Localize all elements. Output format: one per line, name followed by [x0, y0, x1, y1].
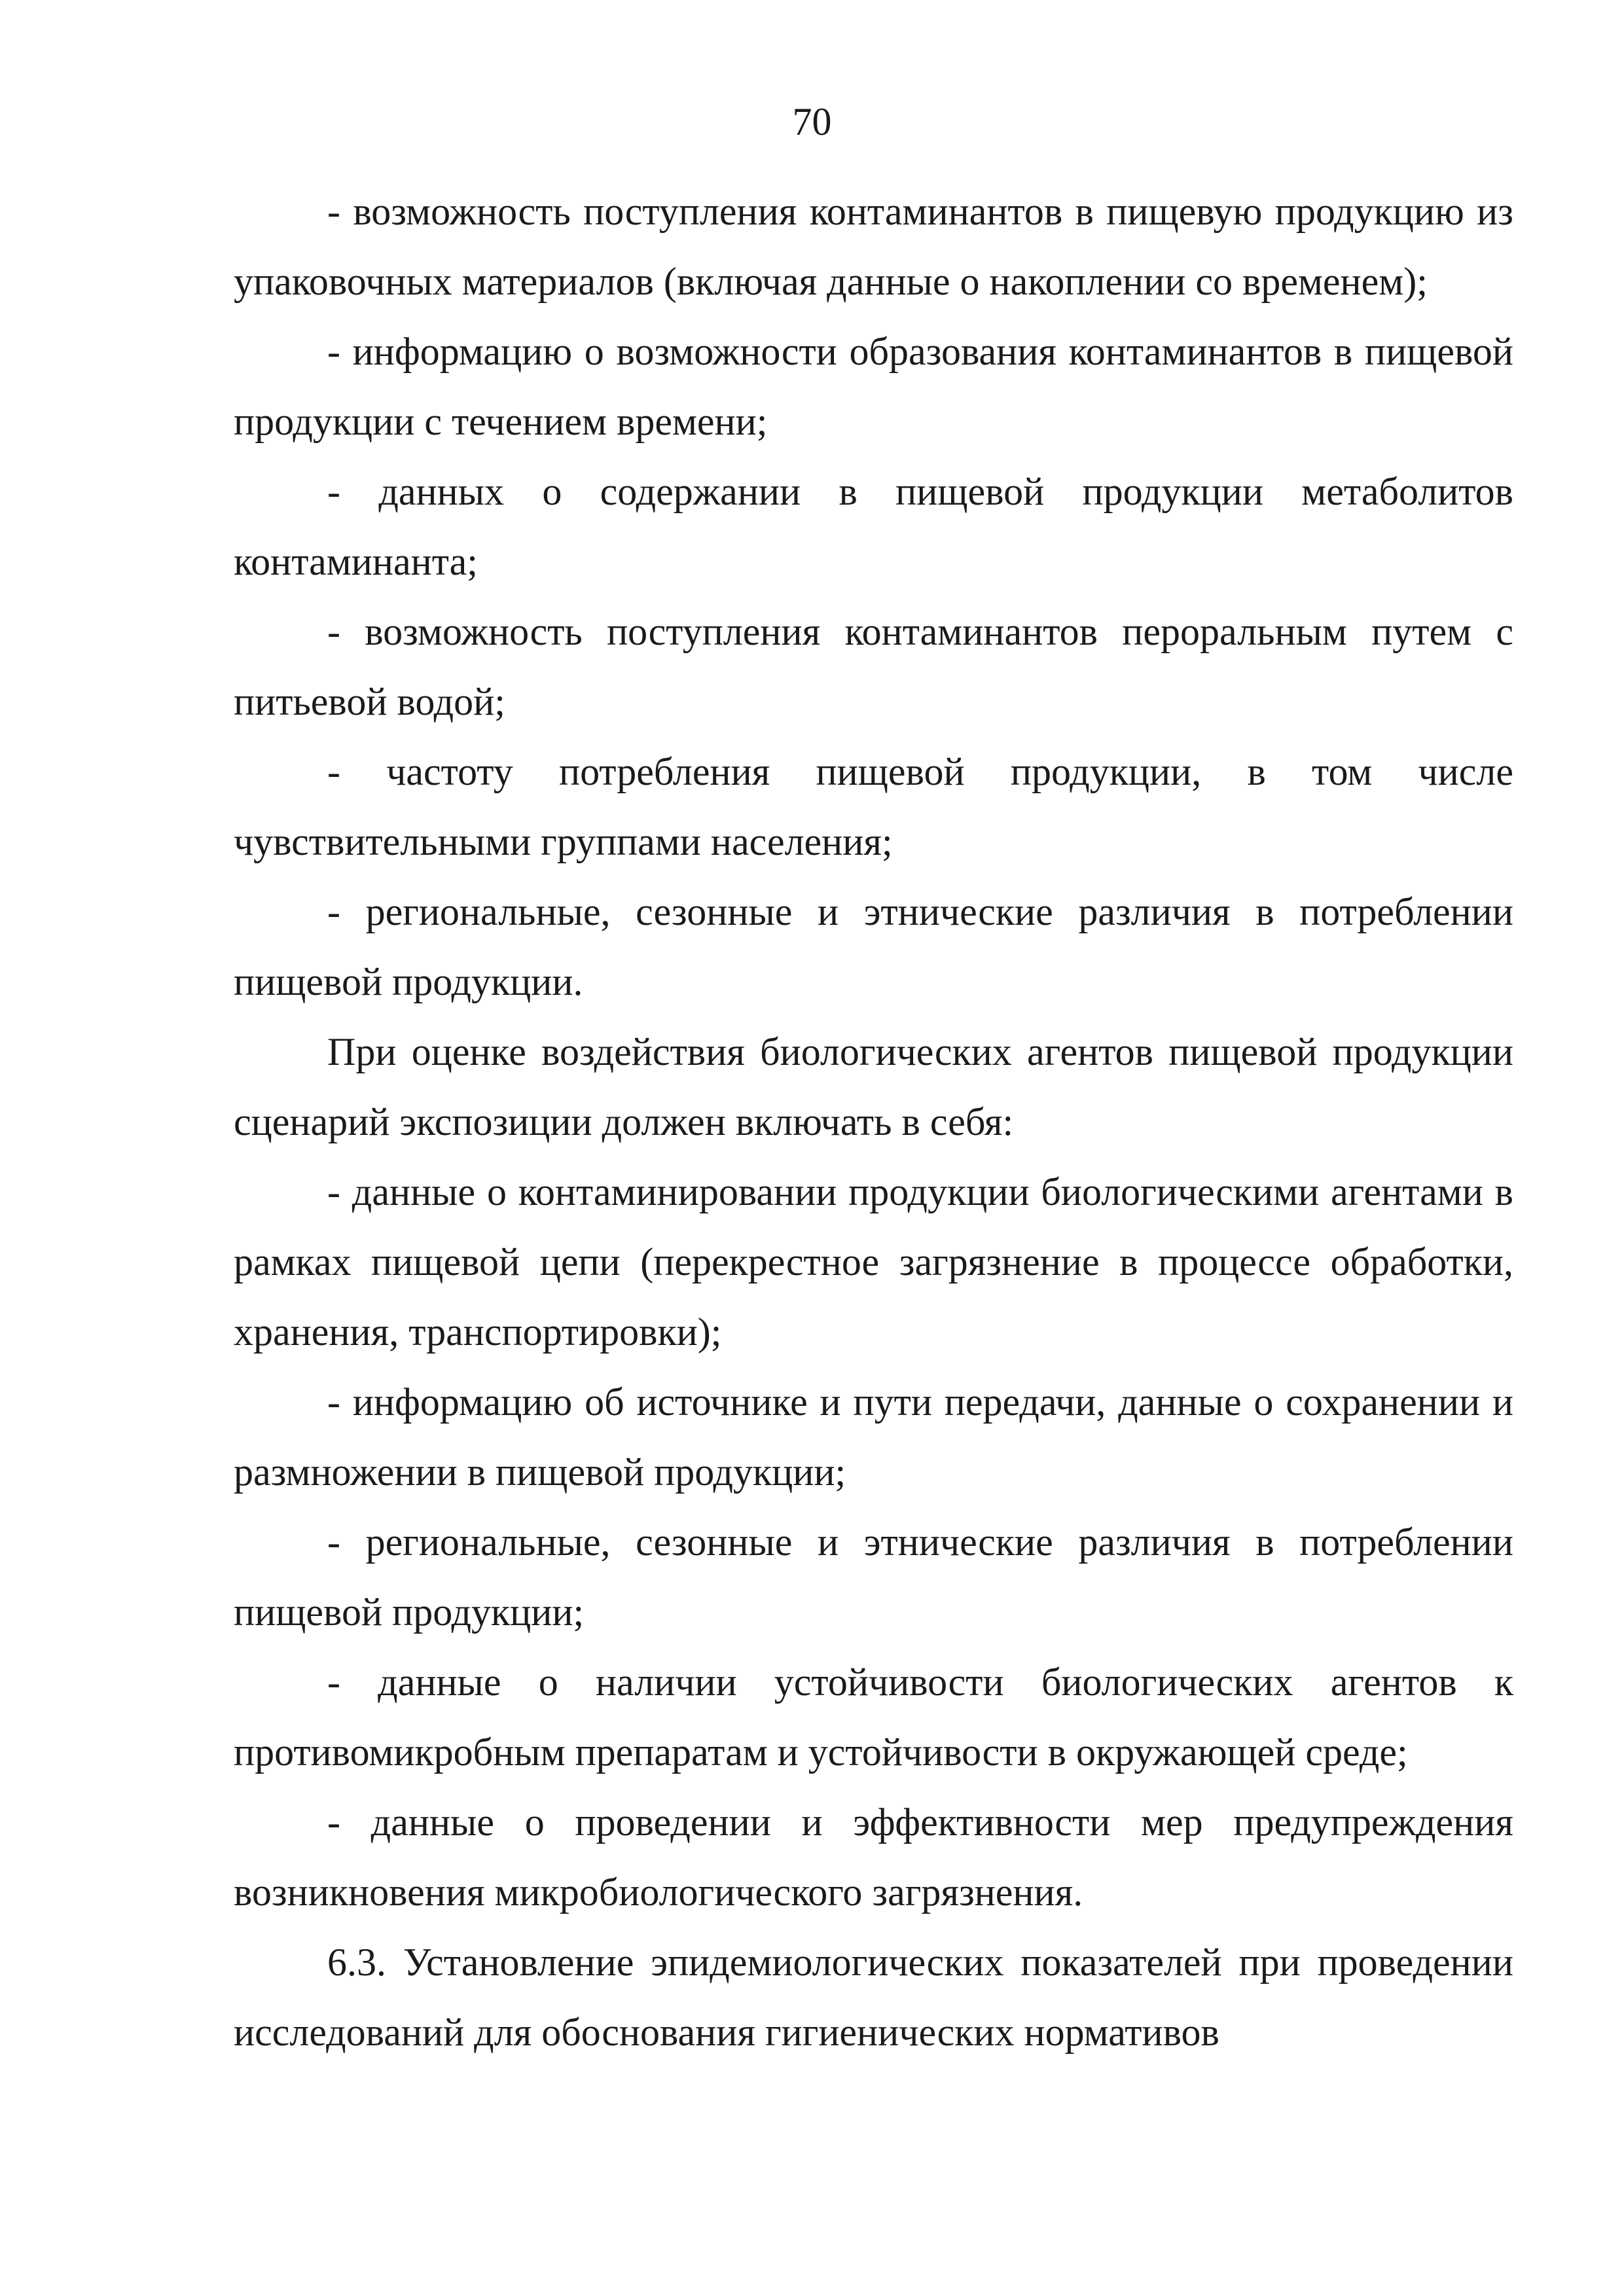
paragraph-source-transmission: - информацию об источнике и пути передачи, данные о сохранении и размножении в пищевой продукции;: [234, 1380, 1513, 1494]
paragraph-metabolites: - данных о содержании в пищевой продукции метаболитов контаминанта;: [234, 470, 1513, 583]
section-6-3-heading: 6.3. Установление эпидемиологических показателей при проведении исследований для обоснования гигиенических нормативов: [234, 1941, 1513, 2054]
body-text: [234, 177, 1513, 2068]
paragraph-prevention-measures: - данные о проведении и эффективности мер предупреждения возникновения микробиологического загрязнения.: [234, 1801, 1513, 1914]
paragraph-biological-agents-intro: При оценке воздействия биологических агентов пищевой продукции сценарий экспозиции должен включать в себя:: [234, 1030, 1513, 1143]
paragraph-biological-contamination: - данные о контаминировании продукции биологическими агентами в рамках пищевой цепи (перекрестное загрязнение в процессе обработки, хранения, транспортировки);: [234, 1170, 1513, 1354]
paragraph-regional-differences: - региональные, сезонные и этнические различия в потреблении пищевой продукции.: [234, 890, 1513, 1003]
paragraph-consumption-frequency: - частоту потребления пищевой продукции, в том числе чувствительными группами населения;: [234, 750, 1513, 863]
paragraph-contaminant-formation: - информацию о возможности образования контаминантов в пищевой продукции с течением времени;: [234, 330, 1513, 443]
paragraph-packaging-contaminants: - возможность поступления контаминантов в пищевую продукцию из упаковочных материалов (включая данные о накоплении со временем);: [234, 190, 1513, 303]
paragraph-drinking-water: - возможность поступления контаминантов пероральным путем с питьевой водой;: [234, 610, 1513, 723]
paragraph-antimicrobial-resistance: - данные о наличии устойчивости биологических агентов к противомикробным препаратам и устойчивости в окружающей среде;: [234, 1660, 1513, 1774]
paragraph-regional-differences-biological: - региональные, сезонные и этнические различия в потреблении пищевой продукции;: [234, 1520, 1513, 1634]
page-number: 70: [792, 100, 832, 143]
